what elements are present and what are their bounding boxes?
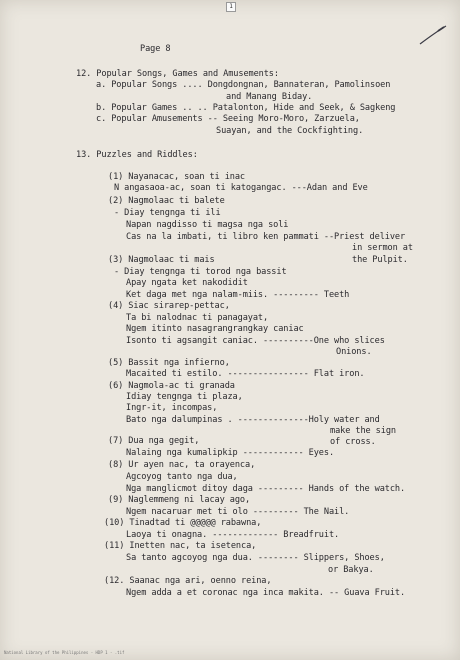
riddle-4-line1: (4) Siac sirarep-pettac, <box>108 301 230 311</box>
riddle-5-line2: Macaited ti estilo. ---------------- Flat iron. <box>126 369 365 379</box>
riddle-1-line2: N angasaoa-ac, soan ti katogangac. ---Adan and Eve <box>114 183 368 193</box>
riddle-9-line1: (9) Naglemmeng ni lacay ago, <box>108 495 251 505</box>
riddle-4-line3: Ngem itinto nasagrangrangkay caniac <box>126 324 304 334</box>
riddle-8-line3: Nga manglicmot ditoy daga --------- Hands of the watch. <box>126 484 406 494</box>
riddle-6-line1: (6) Nagmola-ac ti granada <box>108 381 235 391</box>
riddle-2-line4: Cas na la imbati, ti libro ken pammati --Priest deliver <box>126 232 406 242</box>
riddle-3-line1: (3) Nagmolaac ti mais <box>108 255 215 265</box>
s12a-line1: a. Popular Songs .... Dongdongnan, Bannateran, Pamolinsoen <box>96 80 391 90</box>
riddle-1-line1: (1) Nayanacac, soan ti inac <box>108 172 245 182</box>
riddle-11-line1: (11) Inetten nac, ta isetenca, <box>104 541 257 551</box>
riddle-12-line1: (12. Saanac nga ari, oenno reina, <box>104 576 272 586</box>
riddle-8-line2: Agcoyog tanto nga dua, <box>126 472 238 482</box>
riddle-6-line3: Ingr-it, incompas, <box>126 403 218 413</box>
s12c-line2: Suayan, and the Cockfighting. <box>216 126 364 136</box>
riddle-9-line2: Ngem nacaruar met ti olo --------- The Nail. <box>126 507 350 517</box>
riddle-3-line2: - Diay tengnga ti torod nga bassit <box>114 267 287 277</box>
riddle-5-line1: (5) Bassit nga infierno, <box>108 358 230 368</box>
riddle-2-line6: the Pulpit. <box>352 255 408 265</box>
riddle-6-line2: Idiay tengnga ti plaza, <box>126 392 243 402</box>
riddle-7-line2: Nalaing nga kumalipkip ------------ Eyes. <box>126 448 335 458</box>
pen-stroke-mark <box>418 24 448 46</box>
riddle-2-line3: Napan nagdisso ti magsa nga soli <box>126 220 289 230</box>
riddle-7-line1: (7) Dua nga gegit, <box>108 436 200 446</box>
riddle-12-line2: Ngem adda a et coronac nga inca makita. -- Guava Fruit. <box>126 588 406 598</box>
s12a-line2: and Manang Biday. <box>226 92 313 102</box>
riddle-10-line2: Laoya ti onagna. ------------- Breadfruit. <box>126 530 340 540</box>
riddle-4-line2: Ta bi nalodnac ti panagayat, <box>126 313 269 323</box>
riddle-10-line1: (10) Tinadtad ti @@@@@ rabawna, <box>104 518 262 528</box>
riddle-2-line2: - Diay tengnga ti ili <box>114 208 221 218</box>
riddle-6-line6: of cross. <box>330 437 376 447</box>
riddle-4-line5: Onions. <box>336 347 372 357</box>
riddle-4-line4: Isonto ti agsangit caniac. ----------One who slices <box>126 336 385 346</box>
riddle-6-line5: make the sign <box>330 426 396 436</box>
s12c-line1: c. Popular Amusements -- Seeing Moro-Moro, Zarzuela, <box>96 114 360 124</box>
s12b-line: b. Popular Games .. .. Patalonton, Hide and Seek, & Sagkeng <box>96 103 396 113</box>
riddle-11-line2: Sa tanto agcoyog nga dua. -------- Slippers, Shoes, <box>126 553 385 563</box>
archive-footer: National Library of the Philippines - HDP 1 - .tif <box>4 650 125 655</box>
riddle-11-line3: or Bakya. <box>328 565 374 575</box>
page-label: Page 8 <box>140 44 171 54</box>
section-12-title: 12. Popular Songs, Games and Amusements: <box>76 69 279 79</box>
riddle-2-line1: (2) Nagmolaac ti balete <box>108 196 225 206</box>
riddle-3-line4: Ket daga met nga nalam-miis. --------- Teeth <box>126 290 350 300</box>
riddle-3-line3: Apay ngata ket nakodidit <box>126 278 248 288</box>
page-marker: 1 <box>226 2 236 12</box>
section-13-title: 13. Puzzles and Riddles: <box>76 150 198 160</box>
riddle-6-line4: Bato nga dalumpinas . --------------Holy water and <box>126 415 380 425</box>
riddle-2-line5: in sermon at <box>352 243 413 253</box>
riddle-8-line1: (8) Ur ayen nac, ta orayenca, <box>108 460 256 470</box>
